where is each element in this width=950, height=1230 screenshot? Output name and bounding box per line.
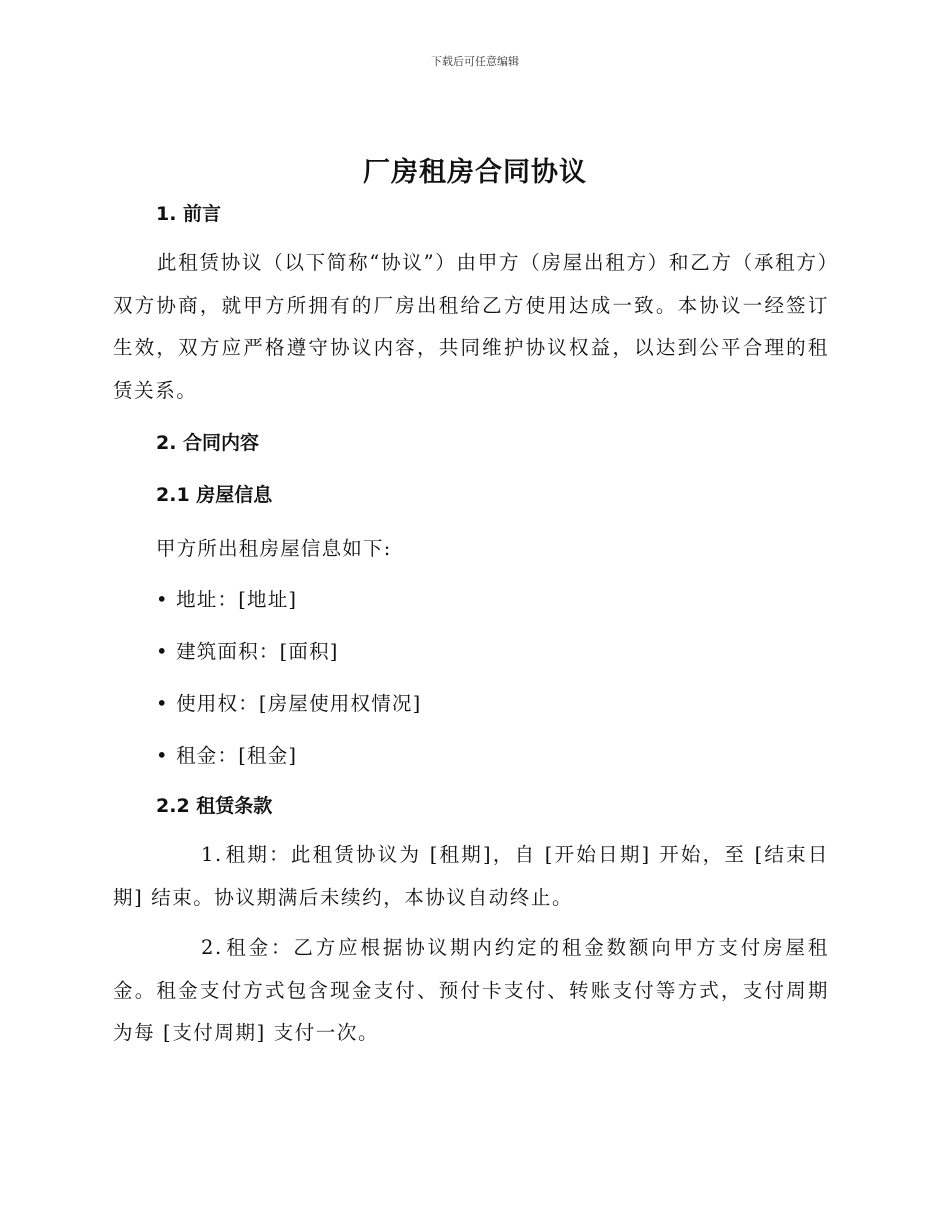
lease-term-item [113, 834, 829, 919]
lease-term-text: 租期：此租赁协议为 [租期]，自 [开始日期] 开始，至 [结束日期] 结束。协议期满后未续约，本协议自动终止。 [113, 843, 829, 909]
lease-term-number: 1. [201, 843, 223, 866]
lease-term-item [113, 927, 829, 1055]
section-heading-contract-content: 2. 合同内容 [156, 432, 260, 454]
lease-term-text: 租金：乙方应根据协议期内约定的租金数额向甲方支付房屋租金。租金支付方式包含现金支付、预付卡支付、转账支付等方式，支付周期为每 [支付周期] 支付一次。 [113, 936, 829, 1044]
preface-paragraph: 此租赁协议（以下简称“协议”）由甲方（房屋出租方）和乙方（承租方）双方协商，就甲方所拥有的厂房出租给乙方使用达成一致。本协议一经签订生效，双方应严格遵守协议内容，共同维护协议权益，以达到公平合理的租赁关系。 [113, 251, 829, 402]
property-info-intro: 甲方所出租房屋信息如下: [156, 537, 392, 560]
list-item-area: • 建筑面积：[面积] [156, 640, 339, 663]
section-heading-preface: 1. 前言 [156, 203, 222, 225]
header-note: 下载后可任意编辑 [431, 55, 519, 68]
document-title: 厂房租房合同协议 [363, 157, 587, 188]
list-item-address: • 地址：[地址] [156, 588, 298, 611]
list-item-rent: • 租金：[租金] [156, 744, 298, 767]
lease-term-number: 2. [201, 936, 223, 959]
list-item-usage-rights: • 使用权：[房屋使用权情况] [156, 692, 422, 715]
subsection-heading-property-info: 2.1 房屋信息 [156, 484, 273, 506]
subsection-heading-lease-terms: 2.2 租赁条款 [156, 795, 273, 817]
